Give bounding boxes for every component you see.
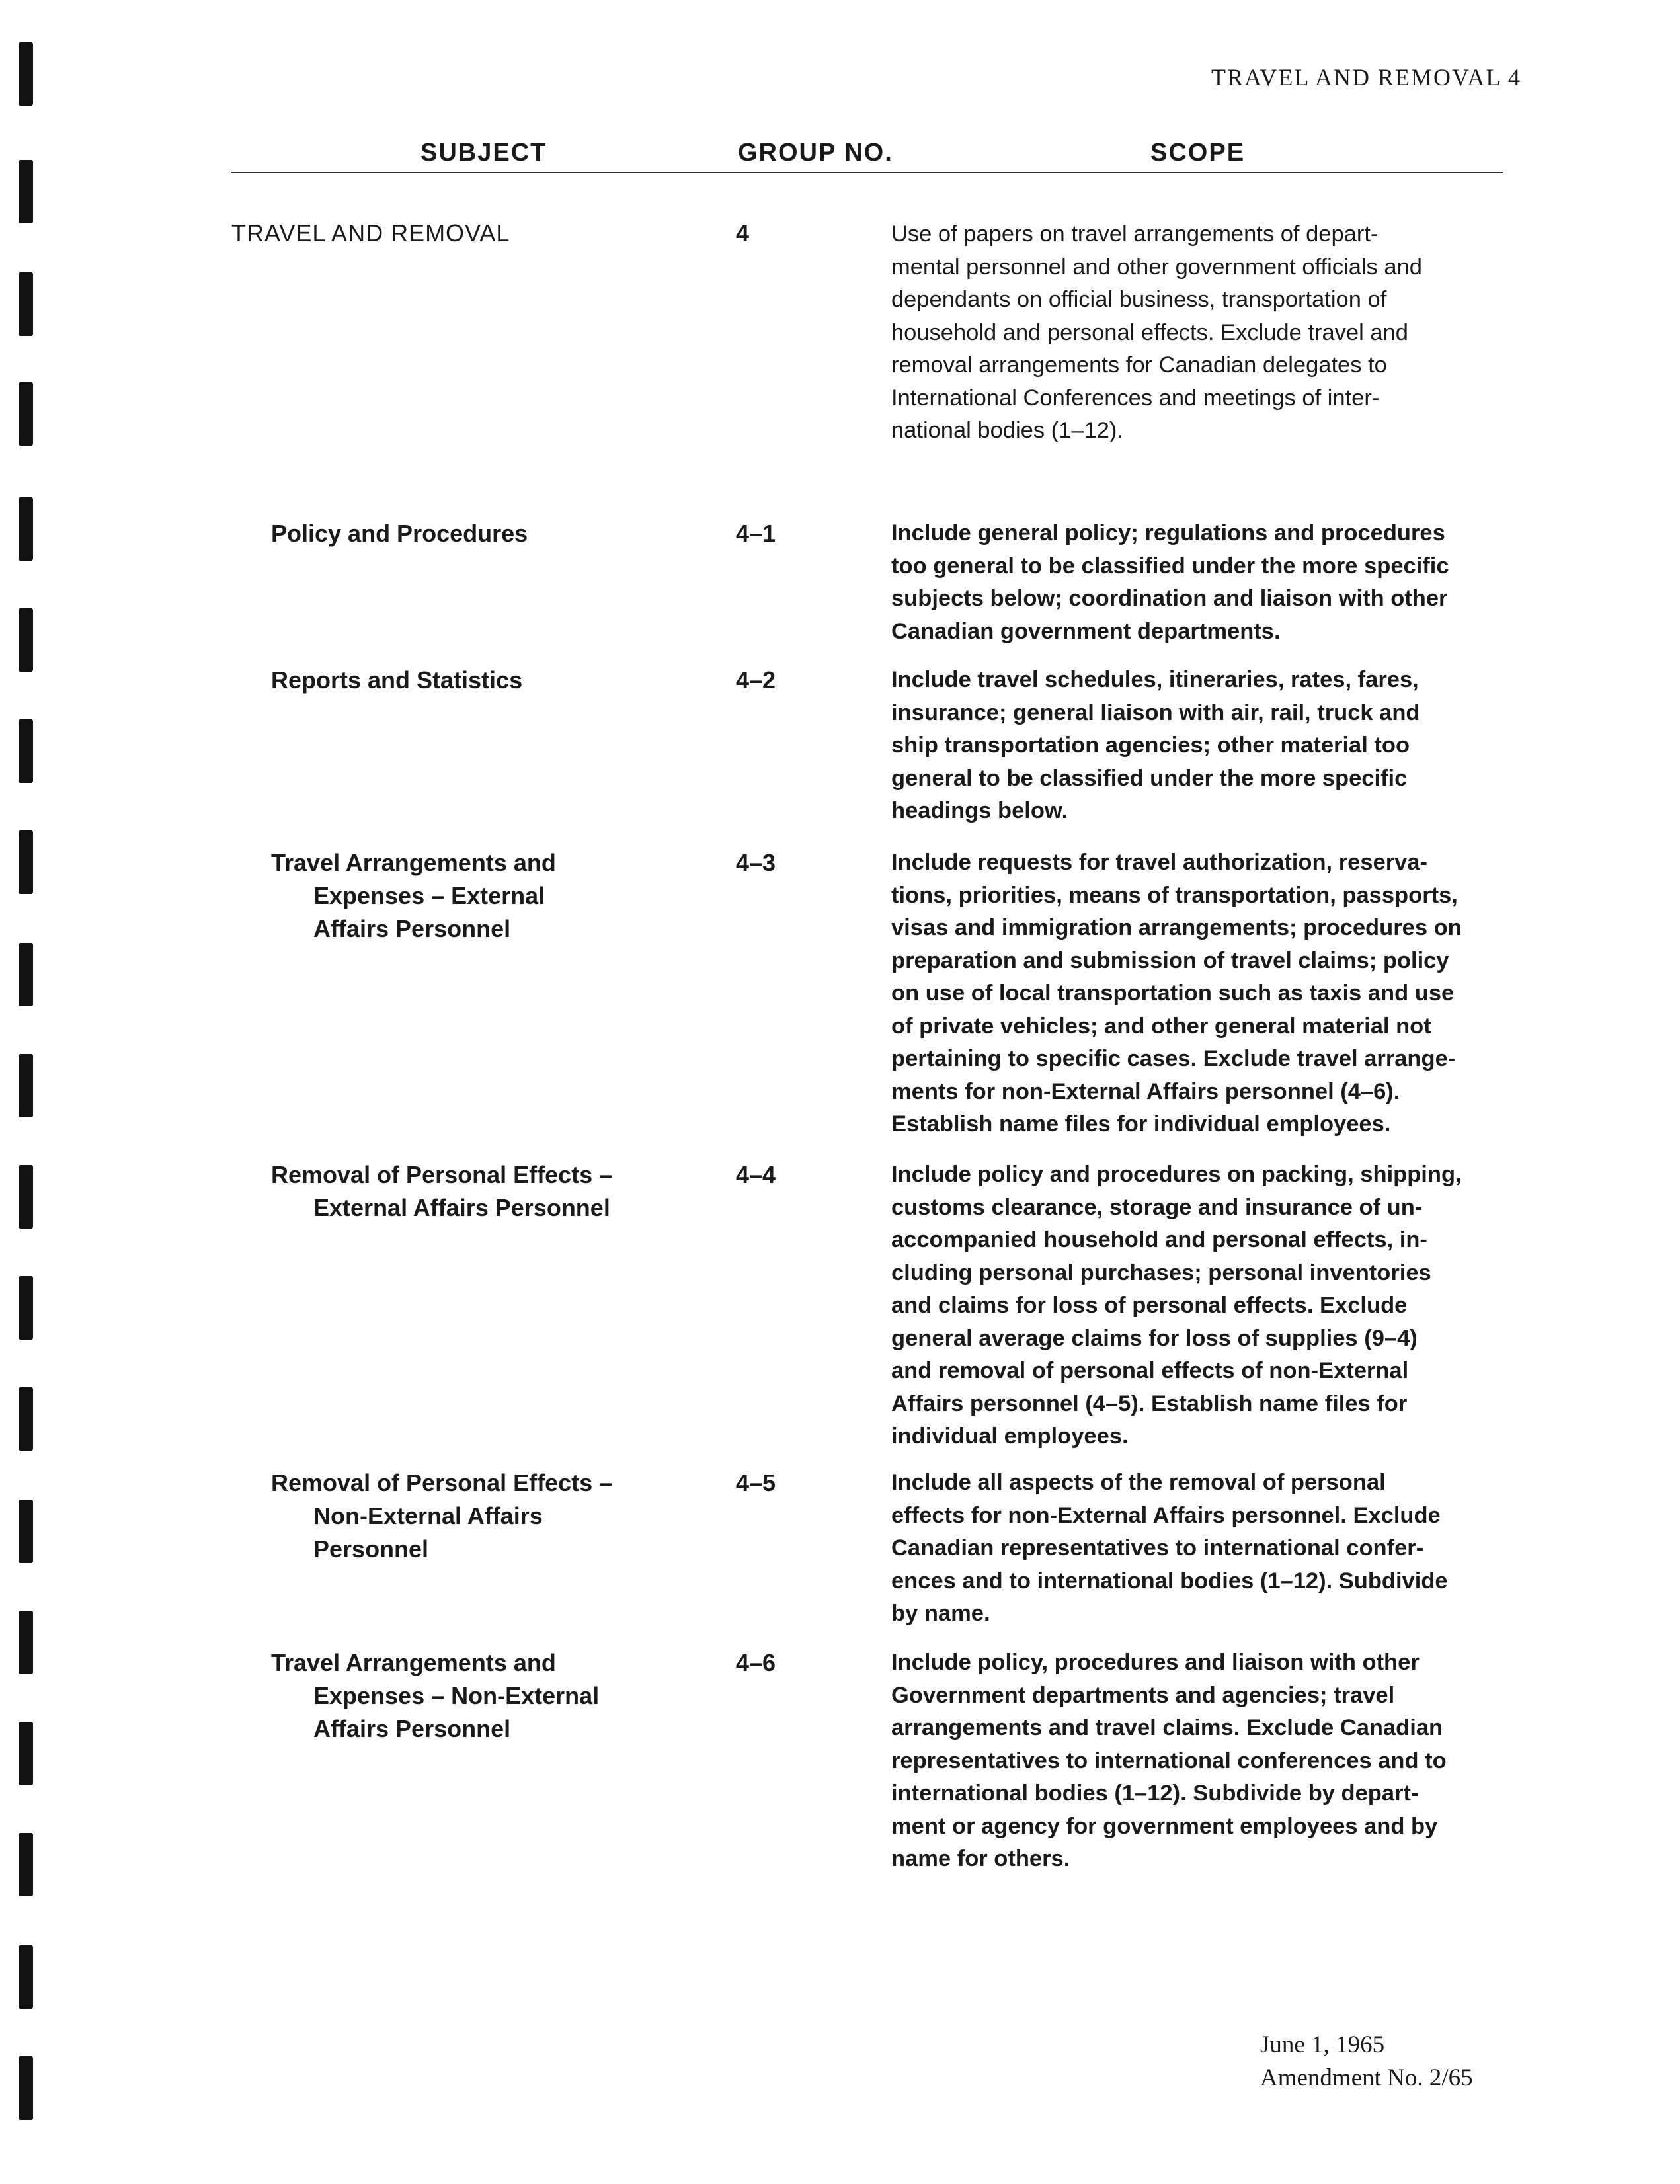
page-footer: [1260, 2029, 1473, 2095]
entry-subject-line: Personnel: [313, 1535, 429, 1562]
entry-subject: [271, 1158, 668, 1225]
entry-scope: Include policy, procedures and liaison with other Government departments and agencies; travel arrangements and travel claims. Exclude Canadian representatives to international conferences and to international bodies (1–12). Subdivide by depart- ment or agency for government employees and by name for others.: [891, 1650, 1447, 1871]
entry-scope: Include travel schedules, itineraries, rates, fares, insurance; general liaison with air, rail, truck and ship transportation agencies; other material too general to be classified under the more specific headings below.: [891, 667, 1420, 823]
entry-subject-line: Travel Arrangements and: [271, 1649, 556, 1676]
entry-group-number: 4–6: [736, 1649, 776, 1676]
entry-scope: Include requests for travel authorization, reserva- tions, priorities, means of transportation, passports, visas and immigration arrangements; procedures on preparation and submission of travel claims; policy on use of local transportation such as taxis and use of private vehicles; and other general material not pertaining to specific cases. Exclude travel arrange- ments for non-External Affairs personnel (4–6). Establish name files for individual employees.: [891, 850, 1462, 1137]
entry-subject-line: Removal of Personal Effects –: [271, 1161, 613, 1188]
entry-scope: Include general policy; regulations and procedures too general to be classified under the more specific subjects below; coordination and liaison with other Canadian government departments.: [891, 520, 1449, 644]
entry-subject-line: Removal of Personal Effects –: [271, 1469, 613, 1496]
entry-subject-line: Expenses – Non-External: [313, 1682, 600, 1709]
column-header-subject: SUBJECT: [420, 139, 547, 167]
entry-subject-line: Affairs Personnel: [313, 915, 511, 942]
entry-subject: [271, 846, 668, 946]
footer-amendment: Amendment No. 2/65: [1260, 2064, 1473, 2091]
entry-group-number: 4–3: [736, 849, 776, 876]
entry-subject: [271, 1467, 668, 1566]
entry-group-number: 4–5: [736, 1469, 776, 1496]
entry-subject-line: Affairs Personnel: [313, 1715, 511, 1742]
footer-date: June 1, 1965: [1260, 2031, 1385, 2058]
entry-subject: Reports and Statistics: [271, 667, 523, 694]
entry-scope: Include policy and procedures on packing, shipping, customs clearance, storage and insurance of un- accompanied household and personal effects, in- cluding personal purchases; personal inventories and claims for loss of personal effects. Exclude general average claims for loss of supplies (9–4) and removal of personal effects of non-External Affairs personnel (4–5). Establish name files for individual employees.: [891, 1162, 1462, 1449]
entry-group-number: 4–2: [736, 667, 776, 694]
column-header-scope: SCOPE: [1150, 139, 1246, 167]
entry-subject: [271, 1646, 668, 1746]
entry-subject: TRAVEL AND REMOVAL: [231, 220, 510, 247]
entry-subject-line: Non-External Affairs: [313, 1502, 543, 1529]
entry-scope: Include all aspects of the removal of personal effects for non-External Affairs personnel. Exclude Canadian representatives to international confer- ences and to international bodies (1–12). Subdivide by name.: [891, 1470, 1448, 1626]
header-rule: [231, 172, 1503, 173]
entry-group-number: 4–1: [736, 520, 776, 547]
entry-subject-line: Travel Arrangements and: [271, 849, 556, 876]
column-header-group: GROUP NO.: [738, 139, 893, 167]
entry-group-number: 4: [736, 220, 750, 247]
entry-scope: Use of papers on travel arrangements of depart- mental personnel and other government officials and dependants on official business, transportation of household and personal effects. Exclude travel and removal arrangements for Canadian delegates to International Conferences and meetings of inter- national bodies (1–12).: [891, 222, 1422, 443]
entry-group-number: 4–4: [736, 1161, 776, 1188]
entry-subject-line: External Affairs Personnel: [313, 1194, 610, 1221]
entry-subject-line: Expenses – External: [313, 882, 545, 909]
page-header-title: TRAVEL AND REMOVAL 4: [1211, 64, 1521, 91]
entry-subject: Policy and Procedures: [271, 520, 528, 547]
